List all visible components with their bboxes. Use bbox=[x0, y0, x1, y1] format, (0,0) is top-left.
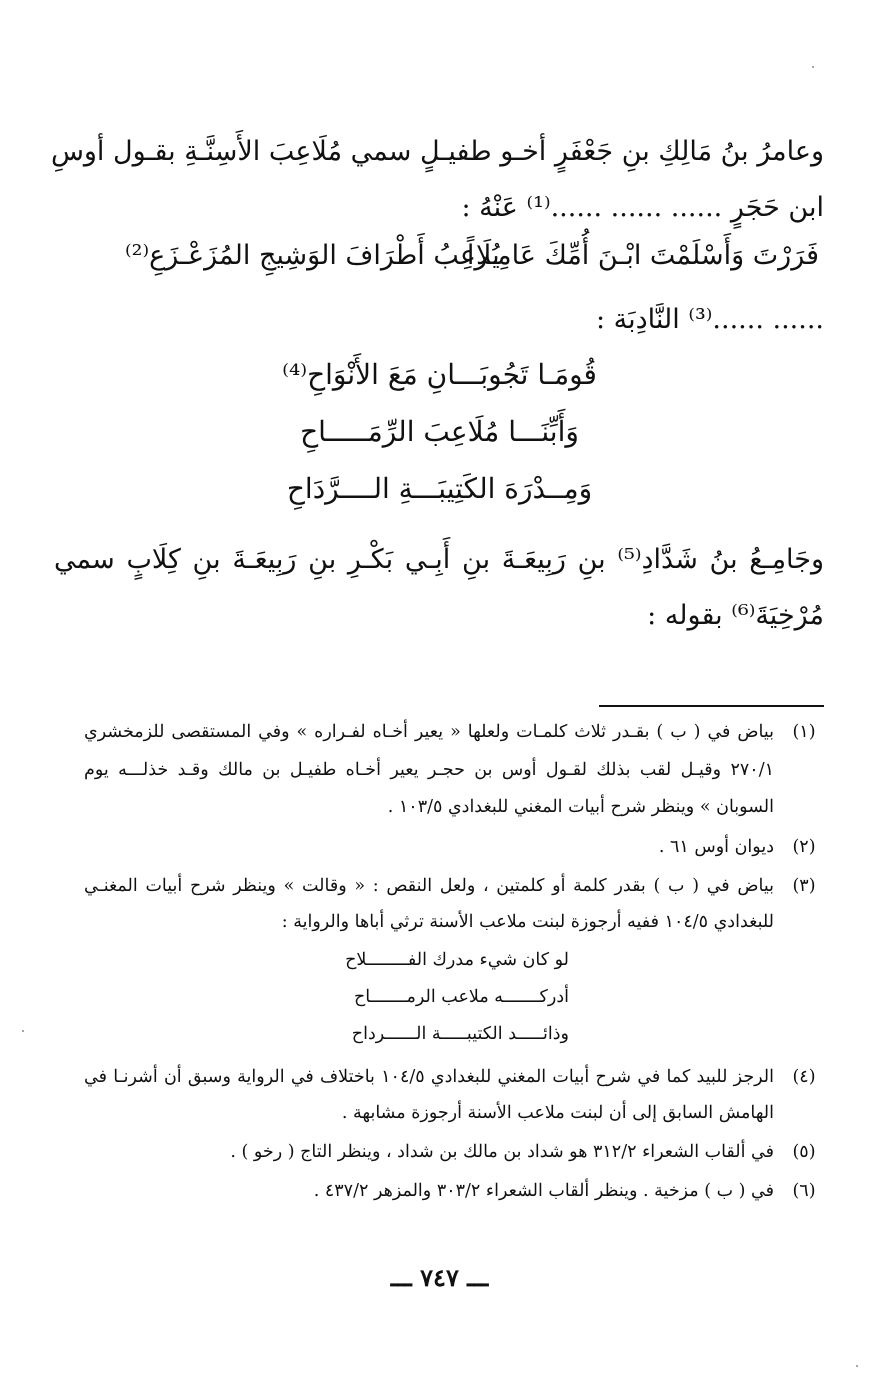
paragraph-line: ...... ......⁽³⁾ النَّادِبَة : bbox=[595, 304, 824, 335]
footnote-line: ٢٧٠/١ وقيـل لقب بذلك لقـول أوس بن حجـر يعير أخـاه طفيـل بن مالك وقـد خذلـــه يوم bbox=[84, 760, 774, 780]
footnote-poem-line: أدركـــــــه ملاعب الرمـــــــاح bbox=[353, 987, 569, 1007]
poem-line: وَمِــدْرَهَ الكَتِيبَـــةِ الــــرَّدَاحِ bbox=[286, 472, 593, 505]
page-number: ـــ ٧٤٧ ـــ bbox=[390, 1263, 489, 1292]
footnote-poem-line: لو كان شيء مدرك الفــــــــلاح bbox=[345, 950, 569, 970]
scan-speck bbox=[812, 66, 814, 68]
verse-first-hemistich: فَرَرْتَ وَأَسْلَمْتَ ابْـنَ أُمِّكَ عَامِـراً bbox=[466, 240, 819, 271]
footnote-line: في ألقاب الشعراء ٣١٢/٢ هو شداد بن مالك بن شداد ، وينظر التاج ( رخو ) . bbox=[230, 1142, 774, 1162]
footnote-separator bbox=[599, 705, 824, 707]
paragraph-line: ابن حَجَرٍ ...... ...... ......⁽¹⁾ عَنْهُ : bbox=[461, 192, 824, 223]
footnote-line: الرجز للبيد كما في شرح أبيات المغني للبغدادي ١٠٤/٥ باختلاف في الرواية وسبق أن أشرنـا في bbox=[84, 1067, 775, 1087]
footnote-line: بياض في ( ب ) بقـدر ثلاث كلمـات ولعلها « يعير أخـاه لفـراره » وفي المستقصى للزمخشري bbox=[84, 722, 774, 742]
footnote-line: السوبان » وينظر شرح أبيات المغني للبغدادي ١٠٣/٥ . bbox=[387, 797, 774, 817]
footnote-line: بياض في ( ب ) بقدر كلمة أو كلمتين ، ولعل النقص : « وقالت » وينظر شرح أبيات المغنـي bbox=[84, 876, 774, 896]
footnote-number: (٤) bbox=[792, 1067, 816, 1087]
scan-speck bbox=[22, 1030, 24, 1032]
footnote-poem-line: وذائـــــد الكتيبـــــة الــــــرداح bbox=[351, 1024, 569, 1044]
footnote-line: الهامش السابق إلى أن لبنت ملاعب الأسنة أرجوزة مشابهة . bbox=[341, 1103, 774, 1123]
paragraph-line: وعامرُ بنُ مَالِكِ بنِ جَعْفَرٍ أخـو طفيـلٍ سمي مُلَاعِبَ الأَسِنَّـةِ بقـول أوسِ bbox=[50, 136, 824, 167]
verse-second-hemistich: يُلَاعِبُ أَطْرَافَ الوَشِيجِ المُزَعْـزَعِ⁽²⁾ bbox=[125, 240, 500, 271]
footnote-number: (٢) bbox=[792, 837, 816, 857]
footnote-number: (٥) bbox=[792, 1142, 816, 1162]
footnote-number: (١) bbox=[792, 722, 816, 742]
poem-line: قُومَـا تَجُوبَـــانِ مَعَ الأَنْوَاحِ⁽⁴⁾ bbox=[282, 358, 597, 391]
paragraph-line: مُرْخِيَةَ⁽⁶⁾ بقوله : bbox=[647, 600, 824, 631]
scan-speck bbox=[856, 1365, 858, 1367]
poem-line: وَأَبِّنَـــا مُلَاعِبَ الرِّمَـــــاحِ bbox=[300, 415, 579, 448]
paragraph-line: وجَامِـعُ بنُ شَدَّادِ⁽⁵⁾ بنِ رَبِيعَـةَ بنِ أَبِـي بَكْـرِ بنِ رَبِيعَـةَ بنِ كِلَابٍ سمي bbox=[54, 544, 824, 575]
footnote-number: (٣) bbox=[792, 876, 816, 896]
footnote-number: (٦) bbox=[792, 1181, 816, 1201]
footnote-line: للبغدادي ١٠٤/٥ ففيه أرجوزة لبنت ملاعب الأسنة ترثي أباها والرواية : bbox=[281, 912, 774, 932]
footnote-line: ديوان أوس ٦١ . bbox=[658, 837, 774, 857]
footnote-line: في ( ب ) مزخية . وينظر ألقاب الشعراء ٣٠٣/٢ والمزهر ٤٣٧/٢ . bbox=[313, 1181, 774, 1201]
